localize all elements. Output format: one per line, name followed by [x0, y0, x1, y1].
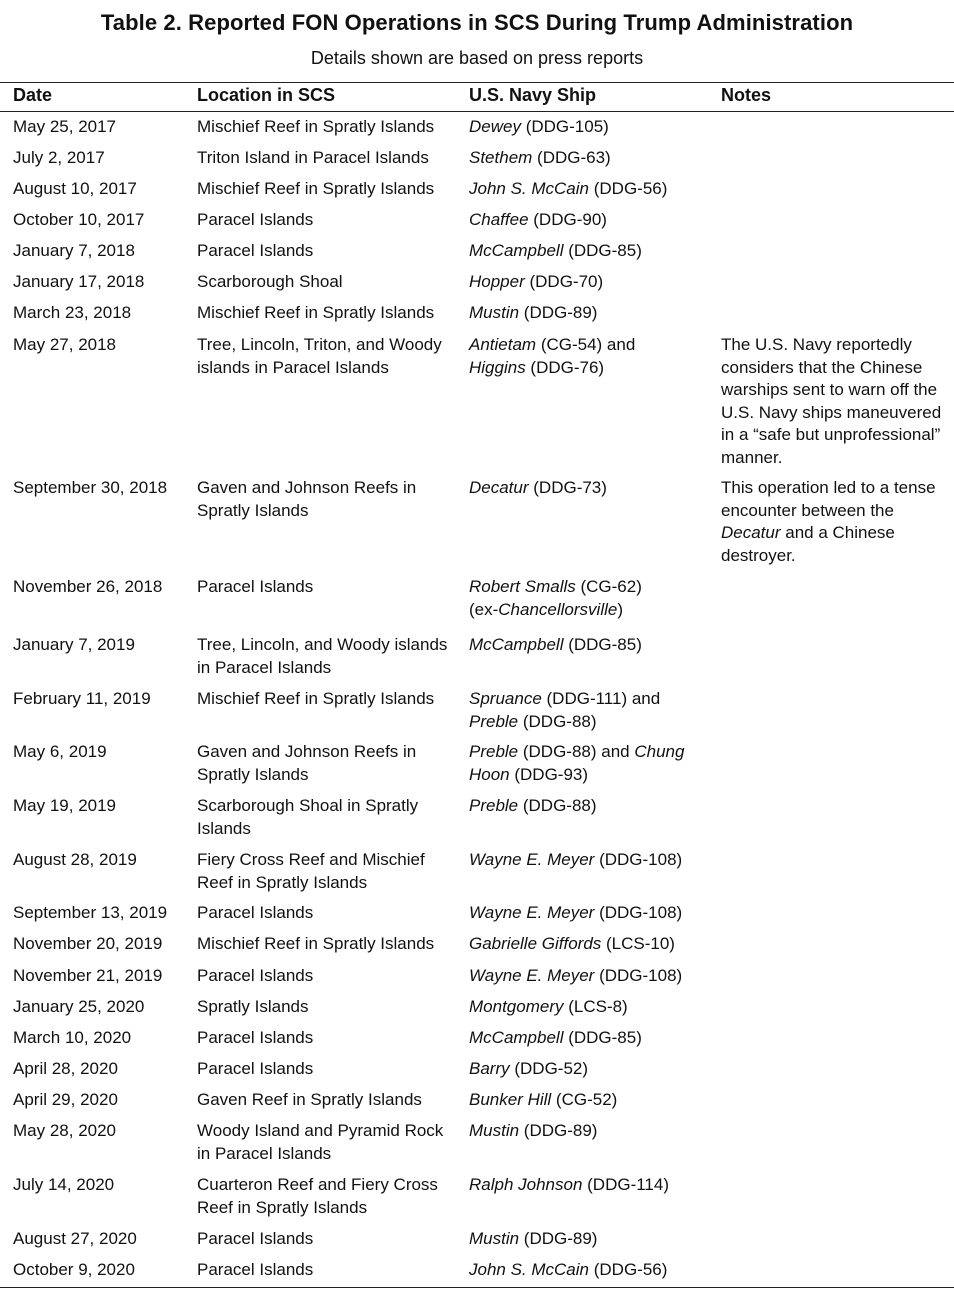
- ship-text: (DDG-114): [582, 1175, 670, 1194]
- cell-date: September 30, 2018: [13, 478, 168, 497]
- cell-location: Scarborough Shoal in Spratly Islands: [197, 796, 419, 838]
- ship-text: Spruance: [469, 689, 542, 708]
- ship-text: McCampbell: [469, 241, 564, 260]
- cell-ship: [469, 902, 714, 925]
- ship-text: (DDG-85): [563, 1028, 642, 1047]
- ship-line: [469, 849, 714, 872]
- ship-line: [469, 741, 714, 764]
- ship-text: (DDG-105): [520, 117, 609, 136]
- cell-ship: [469, 334, 714, 379]
- ship-text: Bunker Hill: [469, 1090, 552, 1109]
- cell-notes: [721, 477, 946, 567]
- ship-line: [469, 334, 714, 357]
- ship-text: (DDG-108): [594, 966, 683, 985]
- cell-ship: [469, 688, 714, 733]
- ship-line: [469, 795, 714, 818]
- cell-ship: [469, 240, 714, 263]
- cell-date: October 10, 2017: [13, 210, 145, 229]
- ship-text: Mustin: [469, 303, 520, 322]
- cell-date: November 26, 2018: [13, 577, 163, 596]
- ship-text: Ralph Johnson: [469, 1175, 583, 1194]
- cell-date: April 28, 2020: [13, 1059, 118, 1078]
- cell-ship: [469, 634, 714, 657]
- cell-ship: [469, 1174, 714, 1197]
- ship-line: [469, 240, 714, 263]
- cell-location: Mischief Reef in Spratly Islands: [197, 689, 435, 708]
- header-notes: Notes: [721, 85, 772, 105]
- ship-text: (DDG-85): [563, 241, 642, 260]
- ship-line: [469, 711, 714, 734]
- ship-line: [469, 1174, 714, 1197]
- cell-ship: [469, 116, 714, 139]
- ship-line: [469, 1228, 714, 1251]
- cell-ship: [469, 965, 714, 988]
- cell-location: Gaven and Johnson Reefs in Spratly Islands: [197, 478, 417, 520]
- ship-line: [469, 178, 714, 201]
- cell-location: Paracel Islands: [197, 903, 314, 922]
- cell-date: March 10, 2020: [13, 1028, 132, 1047]
- ship-text: (DDG-56): [589, 1260, 668, 1279]
- ship-text: (DDG-73): [528, 478, 607, 497]
- cell-location: Mischief Reef in Spratly Islands: [197, 179, 435, 198]
- cell-location: Triton Island in Paracel Islands: [197, 148, 429, 167]
- table-subtitle: Details shown are based on press reports: [310, 48, 644, 68]
- table-title: Table 2. Reported FON Operations in SCS During Trump Administration: [100, 10, 854, 35]
- notes-text: This operation led to a tense encounter between the: [721, 478, 936, 520]
- cell-ship: [469, 302, 714, 325]
- cell-ship: [469, 849, 714, 872]
- ship-line: [469, 116, 714, 139]
- cell-location: Tree, Lincoln, Triton, and Woody islands in Paracel Islands: [197, 335, 442, 377]
- ship-line: [469, 1259, 714, 1282]
- cell-date: July 14, 2020: [13, 1175, 115, 1194]
- ship-line: [469, 902, 714, 925]
- cell-location: Tree, Lincoln, and Woody islands in Paracel Islands: [197, 635, 448, 677]
- ship-text: Wayne E. Meyer: [469, 850, 595, 869]
- cell-ship: [469, 477, 714, 500]
- ship-line: [469, 477, 714, 500]
- ship-line: [469, 147, 714, 170]
- cell-ship: [469, 741, 714, 786]
- cell-date: May 19, 2019: [13, 796, 117, 815]
- cell-ship: [469, 933, 714, 956]
- cell-location: Cuarteron Reef and Fiery Cross Reef in Spratly Islands: [197, 1175, 438, 1217]
- ship-text: Preble: [469, 796, 519, 815]
- header-ship: U.S. Navy Ship: [469, 85, 597, 105]
- cell-date: May 27, 2018: [13, 335, 117, 354]
- ship-text: (LCS-8): [563, 997, 628, 1016]
- ship-text: (DDG-88): [518, 796, 597, 815]
- ship-line: [469, 271, 714, 294]
- ship-text: Hopper: [469, 272, 525, 291]
- ship-text: Decatur: [469, 478, 529, 497]
- cell-ship: [469, 147, 714, 170]
- ship-line: [469, 933, 714, 956]
- ship-line: [469, 996, 714, 1019]
- ship-text: Barry: [469, 1059, 510, 1078]
- ship-text: Mustin: [469, 1229, 520, 1248]
- ship-text: Wayne E. Meyer: [469, 966, 595, 985]
- cell-date: May 25, 2017: [13, 117, 117, 136]
- cell-location: Scarborough Shoal: [197, 272, 343, 291]
- notes-line: [721, 477, 946, 567]
- ship-text: (DDG-90): [528, 210, 607, 229]
- cell-ship: [469, 795, 714, 818]
- cell-date: August 28, 2019: [13, 850, 137, 869]
- ship-line: [469, 357, 714, 380]
- cell-location: Paracel Islands: [197, 577, 314, 596]
- cell-date: August 10, 2017: [13, 179, 137, 198]
- cell-location: Paracel Islands: [197, 1059, 314, 1078]
- cell-date: November 20, 2019: [13, 934, 163, 953]
- ship-text: McCampbell: [469, 1028, 564, 1047]
- cell-ship: [469, 996, 714, 1019]
- ship-text: (DDG-70): [524, 272, 604, 291]
- notes-text: The U.S. Navy reportedly considers that the Chinese warships sent to warn off the U.S. Navy ships maneuvered in a “safe but unprofessional” manner.: [721, 335, 942, 467]
- cell-location: Woody Island and Pyramid Rock in Paracel Islands: [197, 1121, 444, 1163]
- ship-line: [469, 302, 714, 325]
- cell-date: September 13, 2019: [13, 903, 168, 922]
- ship-text: (DDG-93): [509, 764, 589, 784]
- ship-text: (CG-52): [551, 1090, 618, 1109]
- ship-line: [469, 965, 714, 988]
- ship-text: Dewey: [469, 117, 521, 136]
- ship-text: John S. McCain: [469, 179, 589, 198]
- notes-text: Decatur: [721, 523, 781, 542]
- ship-text: Stethem: [469, 148, 533, 167]
- cell-ship: [469, 1259, 714, 1282]
- cell-location: Paracel Islands: [197, 1028, 314, 1047]
- ship-text: (DDG-111) and: [541, 689, 661, 708]
- cell-location: Mischief Reef in Spratly Islands: [197, 934, 435, 953]
- ship-text: (DDG-89): [519, 1121, 598, 1140]
- cell-location: Mischief Reef in Spratly Islands: [197, 303, 435, 322]
- ship-text: (DDG-108): [594, 903, 683, 922]
- cell-location: Fiery Cross Reef and Mischief Reef in Spratly Islands: [197, 850, 425, 892]
- cell-ship: [469, 271, 714, 294]
- cell-ship: [469, 178, 714, 201]
- ship-text: Antietam: [469, 335, 537, 354]
- ship-text: Preble: [469, 742, 519, 761]
- header-date: Date: [13, 85, 53, 105]
- ship-text: Gabrielle Giffords: [469, 934, 602, 953]
- ship-text: ): [617, 599, 624, 619]
- ship-text: Robert Smalls: [469, 577, 576, 596]
- cell-location: Paracel Islands: [197, 210, 314, 229]
- ship-text: Montgomery: [469, 997, 564, 1016]
- ship-text: Chung: [634, 742, 685, 761]
- ship-text: (LCS-10): [601, 934, 675, 953]
- cell-date: July 2, 2017: [13, 148, 105, 167]
- cell-ship: [469, 1027, 714, 1050]
- cell-date: May 6, 2019: [13, 742, 107, 761]
- ship-text: Mustin: [469, 1121, 520, 1140]
- ship-text: (DDG-56): [589, 179, 668, 198]
- ship-line: [469, 1120, 714, 1143]
- cell-date: August 27, 2020: [13, 1229, 137, 1248]
- cell-location: Paracel Islands: [197, 966, 314, 985]
- ship-text: Chaffee: [469, 210, 529, 229]
- ship-text: (DDG-88): [518, 711, 597, 731]
- ship-line: [469, 688, 714, 711]
- cell-ship: [469, 1120, 714, 1143]
- ship-text: (CG-54) and: [536, 335, 636, 354]
- cell-location: Paracel Islands: [197, 1260, 314, 1279]
- ship-line: [469, 1058, 714, 1081]
- ship-text: (DDG-89): [519, 303, 598, 322]
- header-location: Location in SCS: [197, 85, 336, 105]
- cell-date: February 11, 2019: [13, 689, 151, 708]
- cell-location: Spratly Islands: [197, 997, 309, 1016]
- cell-location: Mischief Reef in Spratly Islands: [197, 117, 435, 136]
- cell-date: October 9, 2020: [13, 1260, 135, 1279]
- ship-line: [469, 1089, 714, 1112]
- table-header: [0, 82, 954, 112]
- ship-text: Preble: [469, 711, 519, 731]
- ship-line: [469, 1027, 714, 1050]
- ship-text: (CG-62): [575, 577, 642, 596]
- ship-line: [469, 209, 714, 232]
- ship-text: Chancellorsville: [498, 599, 618, 619]
- cell-date: January 7, 2018: [13, 241, 135, 260]
- ship-text: (ex-: [469, 599, 499, 619]
- ship-line: [469, 576, 714, 599]
- ship-line: [469, 634, 714, 657]
- ship-text: (DDG-85): [563, 635, 642, 654]
- cell-location: Paracel Islands: [197, 1229, 314, 1248]
- cell-ship: [469, 576, 714, 621]
- ship-text: John S. McCain: [469, 1260, 589, 1279]
- ship-text: (DDG-88) and: [518, 742, 635, 761]
- cell-date: May 28, 2020: [13, 1121, 117, 1140]
- cell-ship: [469, 209, 714, 232]
- ship-text: Hoon: [469, 764, 510, 784]
- cell-date: January 17, 2018: [13, 272, 145, 291]
- cell-notes: [721, 334, 946, 469]
- cell-location: Gaven Reef in Spratly Islands: [197, 1090, 422, 1109]
- cell-date: March 23, 2018: [13, 303, 132, 322]
- ship-text: (DDG-76): [525, 357, 605, 377]
- cell-date: January 25, 2020: [13, 997, 145, 1016]
- cell-ship: [469, 1058, 714, 1081]
- cell-ship: [469, 1089, 714, 1112]
- cell-ship: [469, 1228, 714, 1251]
- notes-text: and a Chinese destroyer.: [721, 523, 895, 565]
- ship-text: (DDG-108): [594, 850, 683, 869]
- notes-line: [721, 334, 946, 469]
- ship-text: McCampbell: [469, 635, 564, 654]
- ship-line: [469, 764, 714, 787]
- table-bottom-rule: [0, 1287, 954, 1288]
- cell-date: January 7, 2019: [13, 635, 135, 654]
- ship-text: (DDG-63): [532, 148, 611, 167]
- ship-text: Wayne E. Meyer: [469, 903, 595, 922]
- ship-text: (DDG-89): [519, 1229, 598, 1248]
- cell-date: November 21, 2019: [13, 966, 163, 985]
- ship-text: Higgins: [469, 357, 526, 377]
- cell-location: Gaven and Johnson Reefs in Spratly Islands: [197, 742, 417, 784]
- ship-text: (DDG-52): [509, 1059, 589, 1078]
- ship-line: [469, 599, 714, 622]
- cell-date: April 29, 2020: [13, 1090, 118, 1109]
- cell-location: Paracel Islands: [197, 241, 314, 260]
